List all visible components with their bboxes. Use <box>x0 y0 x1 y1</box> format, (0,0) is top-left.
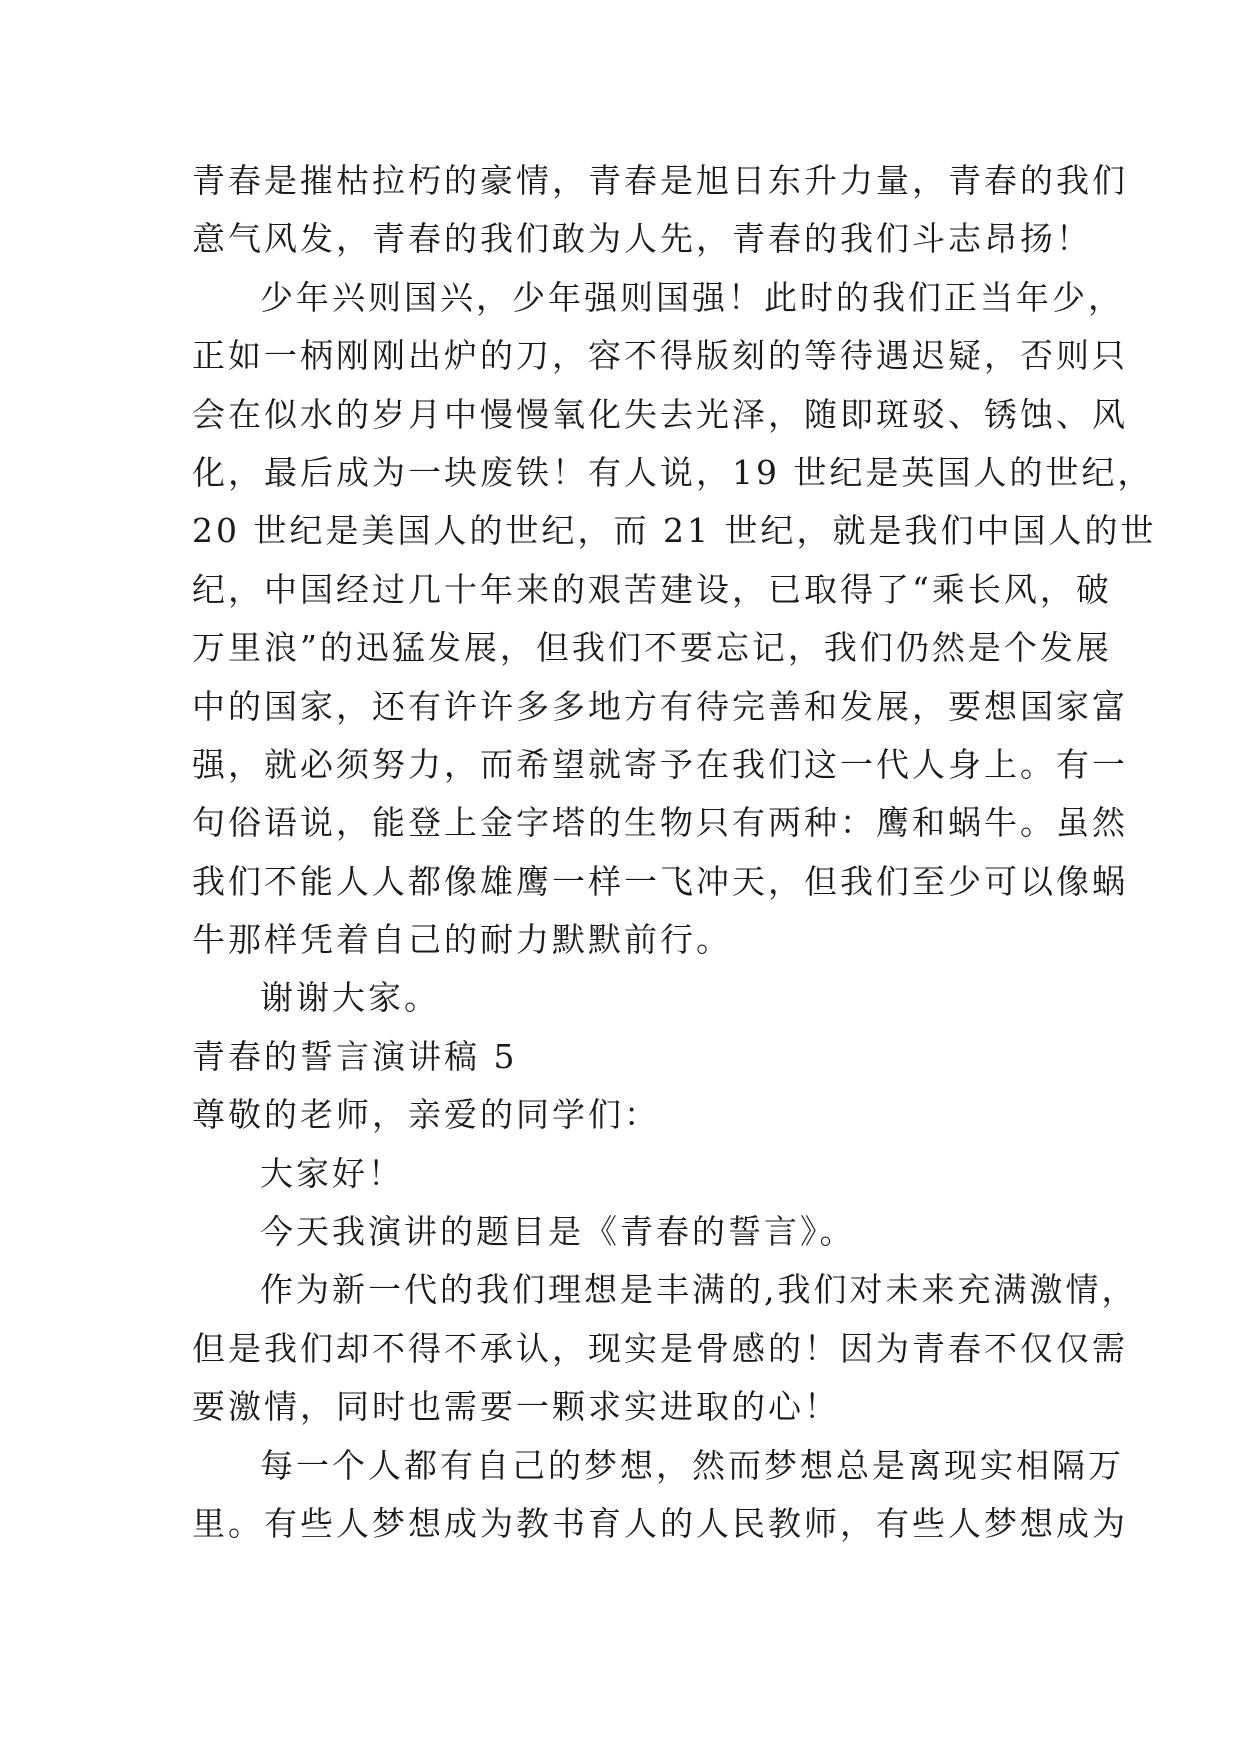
text-line: 但是我们却不得不承认，现实是骨感的！因为青春不仅仅需 <box>192 1328 1128 1368</box>
text-line: 今天我演讲的题目是《青春的誓言》。 <box>260 1212 856 1252</box>
text-line: 会在似水的岁月中慢慢氧化失去光泽，随即斑驳、锈蚀、风 <box>192 394 1128 434</box>
text-line: 要激情，同时也需要一颗求实进取的心！ <box>192 1387 840 1427</box>
text-line: 句俗语说，能登上金字塔的生物只有两种：鹰和蜗牛。虽然 <box>192 803 1128 843</box>
text-line: 我们不能人人都像雄鹰一样一飞冲天，但我们至少可以像蜗 <box>192 861 1128 901</box>
text-line: 中的国家，还有许许多多地方有待完善和发展，要想国家富 <box>192 686 1128 726</box>
text-line: 尊敬的老师，亲爱的同学们： <box>192 1095 660 1135</box>
text-line: 里。有些人梦想成为教书育人的人民教师，有些人梦想成为 <box>192 1503 1128 1543</box>
text-line: 20 世纪是美国人的世纪，而 21 世纪，就是我们中国人的世 <box>192 511 1157 551</box>
text-line: 青春是摧枯拉朽的豪情，青春是旭日东升力量，青春的我们 <box>192 161 1128 200</box>
text-line: 牛那样凭着自己的耐力默默前行。 <box>192 920 732 960</box>
document-body <box>192 152 1157 1553</box>
text-line: 每一个人都有自己的梦想，然而梦想总是离现实相隔万 <box>260 1445 1124 1485</box>
text-line: 作为新一代的我们理想是丰满的,我们对未来充满激情， <box>260 1270 1138 1310</box>
text-line: 强，就必须努力，而希望就寄予在我们这一代人身上。有一 <box>192 744 1128 784</box>
text-line: 少年兴则国兴，少年强则国强！此时的我们正当年少， <box>260 277 1124 317</box>
text-line: 化，最后成为一块废铁！有人说，19 世纪是英国人的世纪， <box>192 452 1154 492</box>
text-line: 纪，中国经过几十年来的艰苦建设，已取得了“乘长风，破 <box>192 569 1112 609</box>
text-line: 正如一柄刚刚出炉的刀，容不得版刻的等待遇迟疑，否则只 <box>192 336 1128 376</box>
text-line: 青春的誓言演讲稿 5 <box>192 1036 518 1076</box>
text-line: 谢谢大家。 <box>260 978 440 1018</box>
text-line: 意气风发，青春的我们敢为人先，青春的我们斗志昂扬！ <box>192 219 1092 259</box>
text-line: 万里浪”的迅猛发展，但我们不要忘记，我们仍然是个发展 <box>192 628 1112 668</box>
text-line: 大家好！ <box>260 1153 404 1193</box>
